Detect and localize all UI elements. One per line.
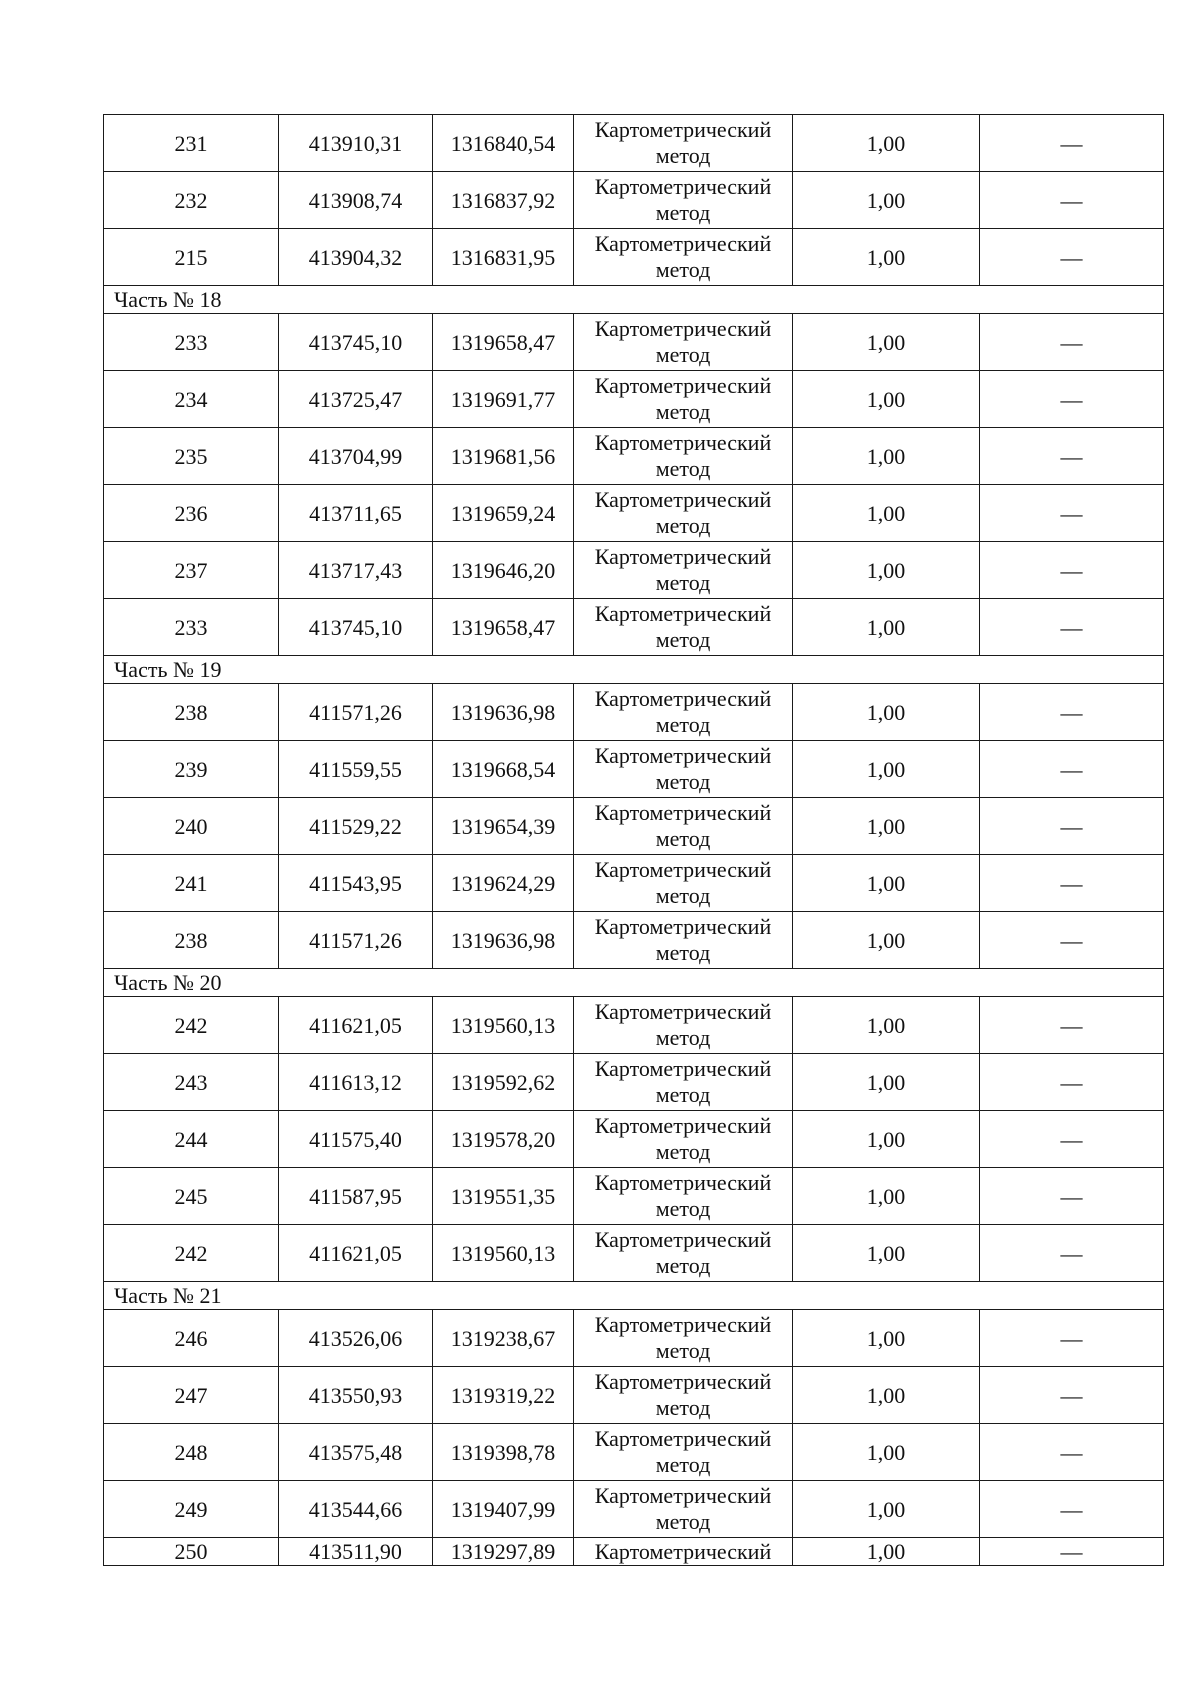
table-row [104,1310,1164,1367]
method-line-2: метод [655,1509,711,1534]
method-cell [574,115,793,172]
y-coordinate-cell: 1319407,99 [433,1481,574,1538]
method-line-1: Картометрический [594,117,772,142]
method-cell [574,741,793,798]
method-cell [574,1424,793,1481]
table-row [104,1367,1164,1424]
table-row [104,1481,1164,1538]
x-coordinate-cell: 413908,74 [279,172,433,229]
y-coordinate-cell: 1319681,56 [433,428,574,485]
part-label: Часть № 18 [104,286,1164,314]
accuracy-cell: 1,00 [793,485,980,542]
table-row [104,485,1164,542]
description-cell: — [980,1424,1164,1481]
description-cell: — [980,115,1164,172]
x-coordinate-cell: 413711,65 [279,485,433,542]
method-cell [574,371,793,428]
method-line-1: Картометрический [594,601,772,626]
accuracy-cell: 1,00 [793,1225,980,1282]
method-line-1: Картометрический [594,686,772,711]
table-row [104,542,1164,599]
description-cell: — [980,997,1164,1054]
description-cell: — [980,1168,1164,1225]
accuracy-cell: 1,00 [793,1481,980,1538]
y-coordinate-cell: 1319659,24 [433,485,574,542]
method-cell [574,485,793,542]
method-line-2: метод [655,1139,711,1164]
method-line-2: метод [655,769,711,794]
method-line-1: Картометрический [594,1056,772,1081]
point-number-cell: 233 [104,314,279,371]
x-coordinate-cell: 413550,93 [279,1367,433,1424]
method-line-2: метод [655,1338,711,1363]
table-row [104,1424,1164,1481]
accuracy-cell: 1,00 [793,1168,980,1225]
x-coordinate-cell: 411543,95 [279,855,433,912]
method-line-2: метод [655,513,711,538]
description-cell: — [980,542,1164,599]
accuracy-cell: 1,00 [793,172,980,229]
part-header-row [104,1282,1164,1310]
x-coordinate-cell: 413904,32 [279,229,433,286]
description-cell: — [980,229,1164,286]
method-line-1: Картометрический [594,1426,772,1451]
y-coordinate-cell: 1316831,95 [433,229,574,286]
method-line-1: Картометрический [594,1538,772,1564]
y-coordinate-cell: 1319658,47 [433,599,574,656]
method-line-1: Картометрический [594,1227,772,1252]
method-cell [574,798,793,855]
point-number-cell: 240 [104,798,279,855]
accuracy-cell: 1,00 [793,741,980,798]
method-line-1: Картометрический [594,800,772,825]
accuracy-cell: 1,00 [793,912,980,969]
accuracy-cell: 1,00 [793,684,980,741]
method-cell [574,1111,793,1168]
table-row [104,314,1164,371]
method-line-1: Картометрический [594,857,772,882]
point-number-cell: 241 [104,855,279,912]
point-number-cell: 237 [104,542,279,599]
method-line-2: метод [655,200,711,225]
method-cell [574,314,793,371]
method-line-2: метод [655,1196,711,1221]
point-number-cell: 245 [104,1168,279,1225]
method-line-1: Картометрический [594,1170,772,1195]
description-cell: — [980,172,1164,229]
point-number-cell: 246 [104,1310,279,1367]
description-cell: — [980,741,1164,798]
accuracy-cell: 1,00 [793,1367,980,1424]
method-line-2: метод [655,143,711,168]
point-number-cell: 238 [104,684,279,741]
description-cell: — [980,1310,1164,1367]
table-row [104,912,1164,969]
point-number-cell: 244 [104,1111,279,1168]
method-cell [574,542,793,599]
method-line-2: метод [655,399,711,424]
description-cell: — [980,428,1164,485]
y-coordinate-cell: 1319592,62 [433,1054,574,1111]
table-row [104,115,1164,172]
point-number-cell: 238 [104,912,279,969]
method-cell [574,1481,793,1538]
method-line-1: Картометрический [594,487,772,512]
method-cell [574,855,793,912]
method-line-1: Картометрический [594,914,772,939]
point-number-cell: 247 [104,1367,279,1424]
y-coordinate-cell: 1316840,54 [433,115,574,172]
method-line-2: метод [655,257,711,282]
method-line-1: Картометрический [594,316,772,341]
method-line-1: Картометрический [594,1113,772,1138]
method-line-1: Картометрический [594,1312,772,1337]
method-line-1: Картометрический [594,999,772,1024]
accuracy-cell: 1,00 [793,855,980,912]
table-row [104,1538,1164,1566]
point-number-cell: 235 [104,428,279,485]
coordinates-table [103,114,1164,1566]
method-line-1: Картометрический [594,430,772,455]
description-cell: — [980,684,1164,741]
y-coordinate-cell: 1319297,89 [433,1538,574,1566]
description-cell: — [980,371,1164,428]
description-cell: — [980,1225,1164,1282]
part-header-row [104,969,1164,997]
method-cell [574,1367,793,1424]
accuracy-cell: 1,00 [793,229,980,286]
x-coordinate-cell: 413544,66 [279,1481,433,1538]
point-number-cell: 242 [104,1225,279,1282]
point-number-cell: 232 [104,172,279,229]
x-coordinate-cell: 411559,55 [279,741,433,798]
accuracy-cell: 1,00 [793,371,980,428]
description-cell: — [980,1367,1164,1424]
method-cell [574,684,793,741]
x-coordinate-cell: 413725,47 [279,371,433,428]
point-number-cell: 234 [104,371,279,428]
method-line-2: метод [655,712,711,737]
x-coordinate-cell: 413575,48 [279,1424,433,1481]
part-label: Часть № 21 [104,1282,1164,1310]
accuracy-cell: 1,00 [793,1538,980,1566]
y-coordinate-cell: 1319636,98 [433,912,574,969]
y-coordinate-cell: 1319654,39 [433,798,574,855]
y-coordinate-cell: 1319551,35 [433,1168,574,1225]
description-cell: — [980,485,1164,542]
description-cell: — [980,314,1164,371]
y-coordinate-cell: 1319646,20 [433,542,574,599]
y-coordinate-cell: 1319398,78 [433,1424,574,1481]
point-number-cell: 243 [104,1054,279,1111]
table-row [104,741,1164,798]
y-coordinate-cell: 1319578,20 [433,1111,574,1168]
x-coordinate-cell: 411613,12 [279,1054,433,1111]
table-row [104,1111,1164,1168]
point-number-cell: 242 [104,997,279,1054]
method-line-2: метод [655,883,711,908]
y-coordinate-cell: 1319319,22 [433,1367,574,1424]
method-cell [574,599,793,656]
description-cell: — [980,1538,1164,1566]
y-coordinate-cell: 1319691,77 [433,371,574,428]
method-line-1: Картометрический [594,544,772,569]
accuracy-cell: 1,00 [793,1310,980,1367]
x-coordinate-cell: 413745,10 [279,599,433,656]
table-row [104,428,1164,485]
point-number-cell: 249 [104,1481,279,1538]
accuracy-cell: 1,00 [793,115,980,172]
method-line-1: Картометрический [594,1483,772,1508]
accuracy-cell: 1,00 [793,314,980,371]
x-coordinate-cell: 413704,99 [279,428,433,485]
accuracy-cell: 1,00 [793,1054,980,1111]
method-cell [574,172,793,229]
point-number-cell: 233 [104,599,279,656]
table-row [104,172,1164,229]
table-row [104,1054,1164,1111]
description-cell: — [980,1054,1164,1111]
x-coordinate-cell: 411575,40 [279,1111,433,1168]
point-number-cell: 250 [104,1538,279,1566]
description-cell: — [980,855,1164,912]
point-number-cell: 248 [104,1424,279,1481]
description-cell: — [980,798,1164,855]
method-line-2: метод [655,570,711,595]
y-coordinate-cell: 1319238,67 [433,1310,574,1367]
method-cell [574,1538,793,1566]
method-cell [574,428,793,485]
method-line-1: Картометрический [594,743,772,768]
x-coordinate-cell: 411621,05 [279,1225,433,1282]
point-number-cell: 215 [104,229,279,286]
x-coordinate-cell: 411571,26 [279,912,433,969]
accuracy-cell: 1,00 [793,1111,980,1168]
table-row [104,371,1164,428]
accuracy-cell: 1,00 [793,542,980,599]
y-coordinate-cell: 1316837,92 [433,172,574,229]
description-cell: — [980,599,1164,656]
table-row [104,229,1164,286]
part-header-row [104,656,1164,684]
x-coordinate-cell: 413745,10 [279,314,433,371]
point-number-cell: 239 [104,741,279,798]
method-line-2: метод [655,627,711,652]
description-cell: — [980,1111,1164,1168]
point-number-cell: 231 [104,115,279,172]
accuracy-cell: 1,00 [793,997,980,1054]
table-row [104,684,1164,741]
method-line-2: метод [655,826,711,851]
method-cell [574,1310,793,1367]
method-cell [574,1168,793,1225]
method-line-2: метод [655,1253,711,1278]
x-coordinate-cell: 411571,26 [279,684,433,741]
table-row [104,599,1164,656]
part-label: Часть № 20 [104,969,1164,997]
method-line-2: метод [655,1395,711,1420]
method-cell [574,1225,793,1282]
method-cell [574,997,793,1054]
method-line-2: метод [655,342,711,367]
method-line-2: метод [655,1452,711,1477]
accuracy-cell: 1,00 [793,798,980,855]
y-coordinate-cell: 1319636,98 [433,684,574,741]
accuracy-cell: 1,00 [793,599,980,656]
part-header-row [104,286,1164,314]
y-coordinate-cell: 1319560,13 [433,1225,574,1282]
accuracy-cell: 1,00 [793,1424,980,1481]
x-coordinate-cell: 411529,22 [279,798,433,855]
method-line-2: метод [655,940,711,965]
method-line-2: метод [655,1082,711,1107]
method-line-1: Картометрический [594,1369,772,1394]
description-cell: — [980,1481,1164,1538]
x-coordinate-cell: 413910,31 [279,115,433,172]
x-coordinate-cell: 413511,90 [279,1538,433,1566]
table-row [104,1168,1164,1225]
method-cell [574,1054,793,1111]
table-row [104,997,1164,1054]
y-coordinate-cell: 1319560,13 [433,997,574,1054]
x-coordinate-cell: 411587,95 [279,1168,433,1225]
table-row [104,855,1164,912]
method-cell [574,912,793,969]
table-row [104,1225,1164,1282]
x-coordinate-cell: 411621,05 [279,997,433,1054]
method-line-2: метод [655,456,711,481]
point-number-cell: 236 [104,485,279,542]
method-line-2: метод [655,1025,711,1050]
description-cell: — [980,912,1164,969]
method-cell [574,229,793,286]
accuracy-cell: 1,00 [793,428,980,485]
y-coordinate-cell: 1319624,29 [433,855,574,912]
part-label: Часть № 19 [104,656,1164,684]
coordinates-table-body [104,115,1164,1566]
method-line-1: Картометрический [594,231,772,256]
y-coordinate-cell: 1319668,54 [433,741,574,798]
y-coordinate-cell: 1319658,47 [433,314,574,371]
method-line-1: Картометрический [594,373,772,398]
table-row [104,798,1164,855]
method-line-1: Картометрический [594,174,772,199]
x-coordinate-cell: 413717,43 [279,542,433,599]
x-coordinate-cell: 413526,06 [279,1310,433,1367]
